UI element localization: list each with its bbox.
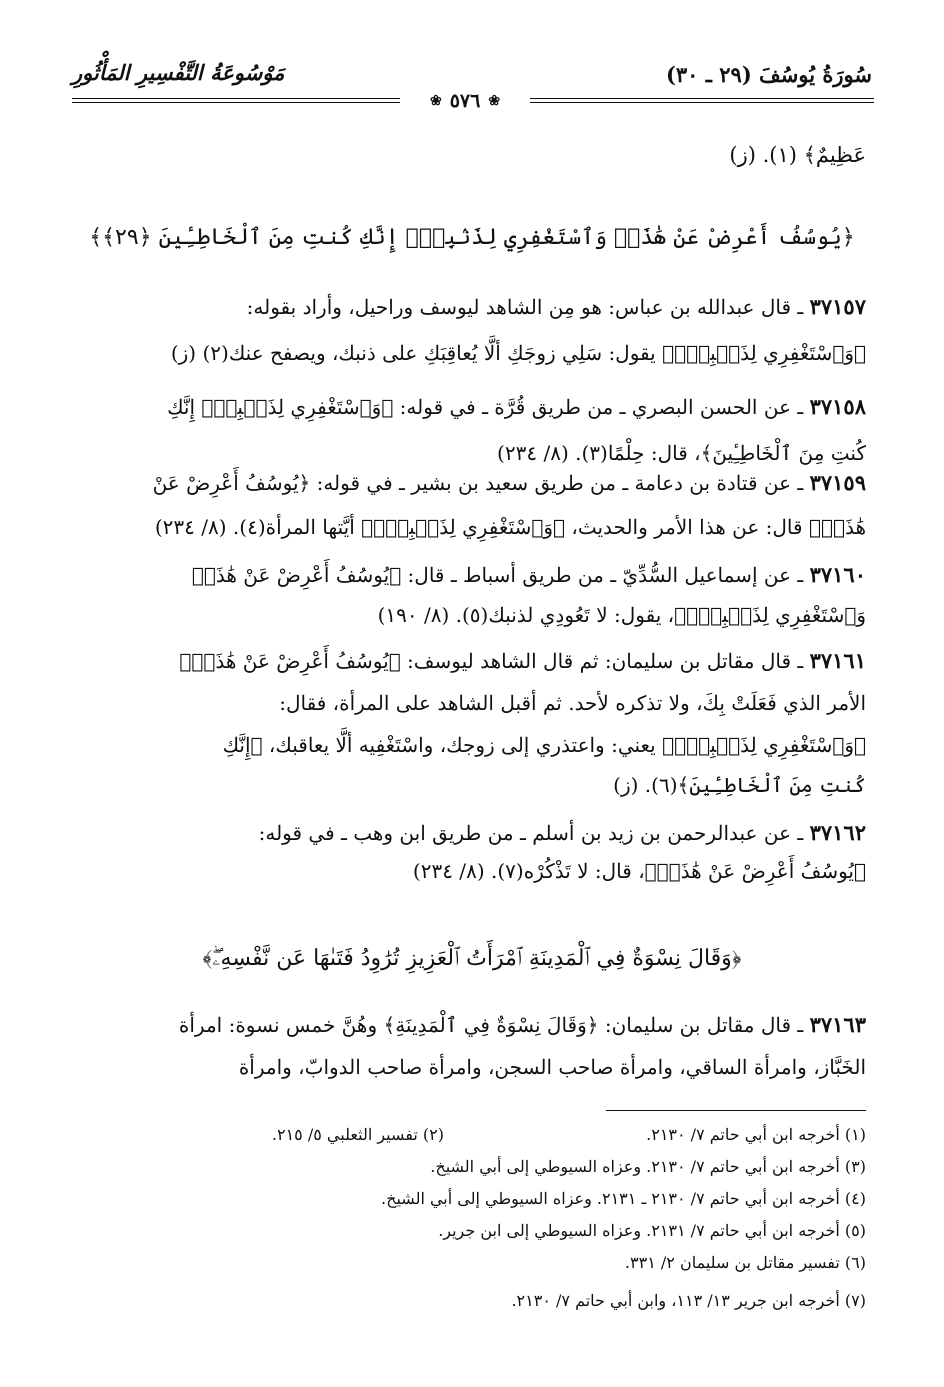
narration-37163: [70, 1010, 866, 1040]
footnote: (١) أخرجه ابن أبي حاتم ٧/ ٢١٣٠.: [646, 1125, 866, 1144]
narration-number: ٣٧١٦٣: [809, 1012, 866, 1037]
ornament-icon: ❀: [429, 93, 442, 109]
footnote: (٢) تفسير الثعلبي ٥/ ٢١٥.: [271, 1125, 444, 1144]
body-text: ـ عن إسماعيل السُّدِّيّ ـ من طريق أسباط ـ قال: ﴿يُوسُفُ أَعْرِضْ عَنْ هَٰذَاۚ: [191, 563, 804, 587]
narration-number: ٣٧١٦١: [809, 648, 866, 673]
body-text: ـ عن قتادة بن دعامة ـ من طريق سعيد بن بشير ـ في قوله: ﴿يُوسُفُ أَعْرِضْ عَنْ: [152, 471, 804, 495]
narration-37161: [70, 646, 866, 676]
page-number: ٥٧٦: [449, 90, 481, 112]
footnote: (٤) أخرجه ابن أبي حاتم ٧/ ٢١٣٠ ـ ٢١٣١. وعزاه السيوطي إلى أبي الشيخ.: [381, 1189, 866, 1208]
body-line: الأمر الذي فَعَلَتْ بِكَ، ولا تذكره لأحد. ثم أقبل الشاهد على المرأة، فقال:: [279, 691, 866, 715]
body-text: ـ عن عبدالرحمن بن زيد بن أسلم ـ من طريق ابن وهب ـ في قوله:: [258, 821, 804, 845]
body-line: الخَبَّاز، وامرأة الساقي، وامرأة صاحب السجن، وامرأة صاحب الدوابّ، وامرأة: [238, 1055, 866, 1079]
body-line: هَٰذَاۚ﴾ قال: عن هذا الأمر والحديث، ﴿وَٱسْتَغْفِرِي لِذَنۢبِكِۖ﴾ أيَّتها المرأة(٤). (٨/ ٢٣٤): [154, 515, 866, 539]
narration-37158: [70, 392, 866, 422]
narration-37160: [70, 560, 866, 590]
body-line: ﴿وَٱسْتَغْفِرِي لِذَنۢبِكِۖ﴾ يقول: سَلِي زوجَكِ ألَّا يُعاقِبَكِ على ذنبك، ويصفح عنك(٢) (ز): [170, 341, 866, 365]
narration-number: ٣٧١٦٢: [809, 820, 866, 845]
narration-number: ٣٧١٥٨: [809, 394, 866, 419]
running-header-book-title: مَوْسُوعَةُ التَّفْسِيرِ المَأْثُورِ: [72, 60, 285, 85]
body-line: وَٱسْتَغْفِرِي لِذَنۢبِكِۖ﴾، يقول: لا تَعُودِي لذنبك(٥). (٨/ ١٩٠): [377, 603, 866, 627]
footnote: (٣) أخرجه ابن أبي حاتم ٧/ ٢١٣٠. وعزاه السيوطي إلى أبي الشيخ.: [430, 1157, 866, 1176]
body-line: ﴿وَٱسْتَغْفِرِي لِذَنۢبِكِۖ﴾ يعني: واعتذري إلى زوجك، واسْتَغْفِيه ألَّا يعاقبك، ﴿إِنَّكِ: [222, 733, 866, 757]
footnote: (٥) أخرجه ابن أبي حاتم ٧/ ٢١٣١. وعزاه السيوطي إلى ابن جرير.: [438, 1221, 866, 1240]
ornament-icon: ❀: [488, 93, 501, 109]
body-text: ـ قال عبدالله بن عباس: هو مِن الشاهد ليوسف وراحيل، وأراد بقوله:: [246, 295, 804, 319]
verse-heading: ﴿وَقَالَ نِسْوَةٌ فِي ٱلْمَدِينَةِ ٱمْرَأَتُ ٱلْعَزِيزِ تُرَٰوِدُ فَتَىٰهَا عَن نَّفْسِهِۦۖ﴾: [202, 946, 742, 971]
footnote: (٦) تفسير مقاتل بن سليمان ٢/ ٣٣١.: [624, 1253, 866, 1272]
narration-37159: [70, 468, 866, 498]
narration-37162: [70, 818, 866, 848]
narration-number: ٣٧١٥٩: [809, 470, 866, 495]
verse-heading: ﴿يُوسُفُ أَعْرِضْ عَنْ هَٰذَاۚ وَٱسْتَغْفِرِي لِذَنۢبِكِۖ إِنَّكِ كُنتِ مِنَ ٱلْخَاطِـِٔينَ ﴿٢٩﴾﴾: [89, 225, 855, 250]
narration-number: ٣٧١٦٠: [809, 562, 866, 587]
body-line: كُنتِ مِنَ ٱلْخَاطِـِٔينَ﴾، قال: حِلْمًا(٣). (٨/ ٢٣٤): [497, 441, 866, 465]
body-line: كُنتِ مِنَ ٱلْخَاطِـِٔينَ﴾(٦). (ز): [613, 773, 866, 797]
narration-37157: [70, 292, 866, 322]
page-number-box: [400, 88, 530, 114]
body-text: ـ قال مقاتل بن سليمان: ﴿وَقَالَ نِسْوَةٌ فِي ٱلْمَدِينَةِ﴾ وهُنَّ خمس نسوة: امرأة: [178, 1013, 804, 1037]
narration-number: ٣٧١٥٧: [809, 294, 866, 319]
body-text: ـ عن الحسن البصري ـ من طريق قُرَّة ـ في قوله: ﴿وَٱسْتَغْفِرِي لِذَنۢبِكِۖ إِنَّكِ: [167, 395, 804, 419]
body-text: ـ قال مقاتل بن سليمان: ثم قال الشاهد ليوسف: ﴿يُوسُفُ أَعْرِضْ عَنْ هَٰذَاۚ﴾: [179, 649, 804, 673]
running-header-surah: سُورَةُ يُوسُفَ (٢٩ ـ ٣٠): [665, 62, 872, 87]
footnote: (٧) أخرجه ابن جرير ١٣/ ١١٣، وابن أبي حاتم ٧/ ٢١٣٠.: [511, 1291, 866, 1310]
footnote-rule: [606, 1110, 866, 1111]
body-line: ﴿يُوسُفُ أَعْرِضْ عَنْ هَٰذَاۚ﴾، قال: لا تَذْكُرْه(٧). (٨/ ٢٣٤): [412, 859, 866, 883]
body-line: عَظِيمٌ﴾ (١). (ز): [729, 143, 866, 167]
